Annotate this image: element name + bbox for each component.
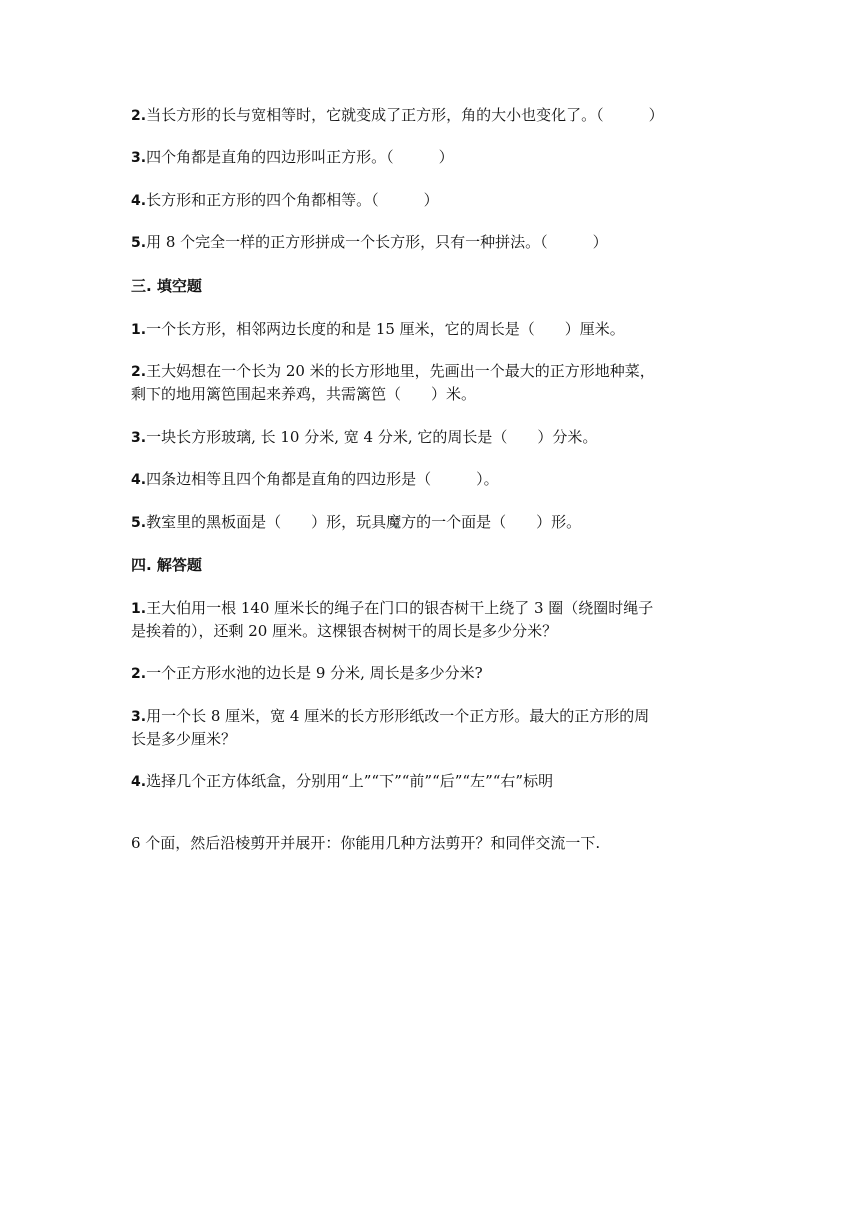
answer-item-3 [131,705,649,728]
answer-item-2 [131,662,483,685]
item-text-line2: 剩下的地用篱笆围起来养鸡，共需篱笆（ ）米。 [131,385,477,403]
item-number: 4. [131,193,147,209]
item-number: 2. [131,364,147,380]
judge-item-3 [131,146,454,169]
item-text-line1: 王大妈想在一个长为 20 米的长方形地里，先画出一个最大的正方形地种菜， [146,362,655,380]
item-number: 4. [131,472,147,488]
section-4-heading: 四. 解答题 [131,556,202,574]
item-number: 3. [131,430,147,446]
fill-item-2 [131,360,655,383]
item-text: 一个正方形水池的边长是 9 分米, 周长是多少分米? [146,664,483,682]
fill-item-1 [131,318,625,341]
item-number: 1. [131,601,147,617]
item-text-line2: 长是多少厘米？ [131,730,237,748]
section-3-heading: 三. 填空题 [131,277,202,295]
item-text-line1: 用一个长 8 厘米，宽 4 厘米的长方形形纸改一个正方形。最大的正方形的周 [146,707,650,725]
judge-item-5 [131,231,608,254]
item-text: 一块长方形玻璃, 长 10 分米, 宽 4 分米, 它的周长是（ ）分米。 [146,428,598,446]
fill-item-3 [131,426,597,449]
item-text-line2: 是挨着的），还剩 20 厘米。这棵银杏树树干的周长是多少分米？ [131,622,558,640]
item-number: 4. [131,774,147,790]
item-text: 四个角都是直角的四边形叫正方形。（ ） [146,148,454,166]
answer-item-4 [131,770,553,793]
item-text: 教室里的黑板面是（ ）形，玩具魔方的一个面是（ ）形。 [146,513,582,531]
fill-item-4 [131,468,499,491]
item-number: 2. [131,108,147,124]
fill-item-5 [131,511,581,534]
item-text: 用 8 个完全一样的正方形拼成一个长方形，只有一种拼法。（ ） [146,233,608,251]
item-number: 3. [131,150,147,166]
item-number: 5. [131,515,147,531]
fill-item-2-continued [131,383,476,405]
answer-item-1-continued [131,620,557,642]
item-text: 长方形和正方形的四个角都相等。（ ） [146,191,439,209]
item-text-line2: 6 个面，然后沿棱剪开并展开：你能用几种方法剪开？和同伴交流一下. [131,834,601,852]
answer-item-4-continued [131,832,600,854]
item-number: 2. [131,666,147,682]
item-text-line1: 选择几个正方体纸盒，分别用“上”“下”“前”“后”“左”“右”标明 [146,772,554,790]
judge-item-4 [131,189,439,212]
item-text-line1: 王大伯用一根 140 厘米长的绳子在门口的银杏树干上绕了 3 圈（绕圈时绳子 [146,599,654,617]
item-text: 一个长方形，相邻两边长度的和是 15 厘米，它的周长是（ ）厘米。 [146,320,625,338]
item-number: 3. [131,709,147,725]
item-text: 当长方形的长与宽相等时，它就变成了正方形，角的大小也变化了。（ ） [146,106,664,124]
item-number: 5. [131,235,147,251]
item-text: 四条边相等且四个角都是直角的四边形是（ ）。 [146,470,499,488]
answer-item-3-continued [131,728,236,750]
item-number: 1. [131,322,147,338]
answer-item-1 [131,597,653,620]
judge-item-2 [131,104,664,127]
